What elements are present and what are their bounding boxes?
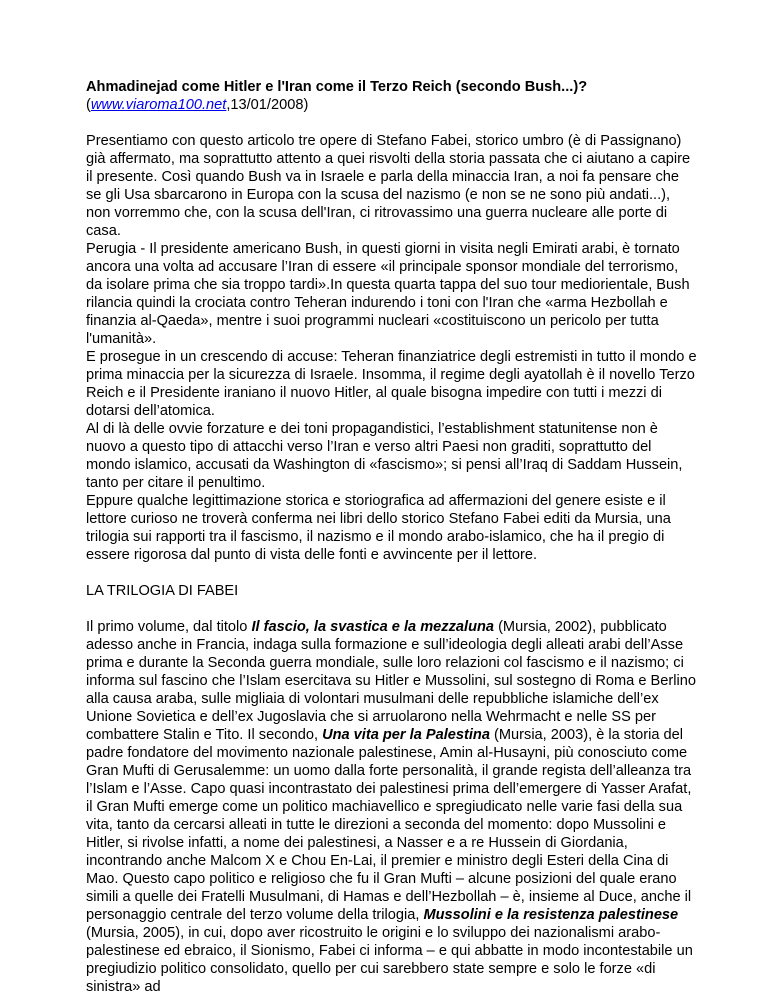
trilogy-paragraph: [86, 618, 698, 996]
trilogy-text: (Mursia, 2003), è la storia del padre fondatore del movimento nazionale palestinese, Amin al-Husayni, più conosciuto come Gran Mufti di Gerusalemme: un uomo dalla forte personalità, il grande regista dell’alleanza tra l’Islam e l’Asse. Capo quasi incontrastato dei palestinesi prima dell’emergere di Yasser Arafat, il Gran Mufti emerge come un politico machiavellico e spregiudicato nelle varie fasi della sua vita, tanto da cercarsi alleati in tutte le direzioni a seconda del momento: dopo Mussolini e Hitler, si rivolse infatti, a nome dei palestinesi, a Nasser e a re Hussein di Giordania, incontrando anche Malcom X e Chou En-Lai, il premier e ministro degli Esteri della Cina di Mao. Questo capo politico e religioso che fu il Gran Mufti – alcune posizioni del quale erano simili a quelle dei Fratelli Musulmani, di Hamas e dell’Hezbollah – è, insieme al Duce, anche il personaggio centrale del terzo volume della trilogia,: [86, 727, 692, 923]
article-source: [86, 96, 698, 114]
book-title-1: Il fascio, la svastica e la mezzaluna: [251, 619, 495, 635]
trilogy-text: (Mursia, 2005), in cui, dopo aver ricostruito le origini e lo sviluppo dei nazionalismi arabo-palestinese ed ebraico, il Sionismo, Fabei ci informa – e qui abbatte in modo incontestabile un pregiudizio politico consolidato, quello per cui sarebbero state sempre e solo le forze «di sinistra» ad: [86, 925, 693, 995]
source-date: ,13/01/2008): [226, 97, 309, 113]
section-heading: LA TRILOGIA DI FABEI: [86, 583, 239, 599]
body-paragraph: Perugia - Il presidente americano Bush, in questi giorni in visita negli Emirati arabi, è tornato ancora una volta ad accusare l’Iran di essere «il principale sponsor mondiale del terrorismo, da isolare prima che sia troppo tardi».In questa quarta tappa del suo tour mediorientale, Bush rilancia quindi la crociata contro Teheran indurendo i toni con l'Iran che «arma Hezbollah e finanzia al-Qaeda», mentre i suoi programmi nucleari «costituiscono un pericolo per tutta l'umanità».: [86, 241, 690, 347]
trilogy-text: Il primo volume, dal titolo: [86, 619, 252, 635]
source-link[interactable]: www.viaroma100.net: [90, 97, 227, 113]
body-paragraph: Eppure qualche legittimazione storica e storiografica ad affermazioni del genere esiste e il lettore curioso ne troverà conferma nei libri dello storico Stefano Fabei editi da Mursia, una trilogia sui rapporti tra il fascismo, il nazismo e il mondo arabo-islamico, che ha il pregio di essere rigorosa dal punto di vista delle fonti e avvincente per il lettore.: [86, 493, 671, 563]
body-paragraph: E prosegue in un crescendo di accuse: Teheran finanziatrice degli estremisti in tutto il mondo e prima minaccia per la sicurezza di Israele. Insomma, il regime degli ayatollah è il novello Terzo Reich e il Presidente iraniano il nuovo Hitler, al quale bisogna impedire con tutti i mezzi di dotarsi dell’atomica.: [86, 349, 697, 419]
trilogy-text: (Mursia, 2002), pubblicato adesso anche in Francia, indaga sulla formazione e sull’ideologia degli alleati arabi dell’Asse prima e durante la Seconda guerra mondiale, sulle loro relazioni col fascismo e il nazismo; ci informa sul fascino che l’Islam esercitava su Hitler e Mussolini, sul sostegno di Roma e Berlino alla causa araba, sulle migliaia di volontari musulmani delle repubbliche islamiche dell’ex Unione Sovietica e dell’ex Jugoslavia che si arruolarono nella Wehrmacht e nelle SS per combattere Stalin e Tito. Il secondo,: [86, 619, 696, 743]
body-paragraph: Al di là delle ovvie forzature e dei toni propagandistici, l’establishment statunitense non è nuovo a questo tipo di attacchi verso l’Iran e verso altri Paesi non graditi, soprattutto del mondo islamico, accusati da Washington di «fascismo»; si pensi all’Iraq di Saddam Hussein, tanto per citare il penultimo.: [86, 421, 683, 491]
book-title-2: Una vita per la Palestina: [322, 727, 490, 743]
source-open-paren: (: [86, 97, 91, 113]
intro-paragraph: Presentiamo con questo articolo tre opere di Stefano Fabei, storico umbro (è di Passignano) già affermato, ma soprattutto attento a quei risvolti della storia passata che ci aiutano a capire il presente. Così quando Bush va in Israele e parla della minaccia Iran, a noi fa pensare che se gli Usa sbarcarono in Europa con la scusa del nazismo (e non se ne sono più andati...), non vorremmo che, con la scusa dell'Iran, ci ritrovassimo una guerra nucleare alle porte di casa.: [86, 133, 691, 239]
article-title: Ahmadinejad come Hitler e l'Iran come il Terzo Reich (secondo Bush...)?: [86, 79, 588, 95]
book-title-3: Mussolini e la resistenza palestinese: [423, 907, 679, 923]
